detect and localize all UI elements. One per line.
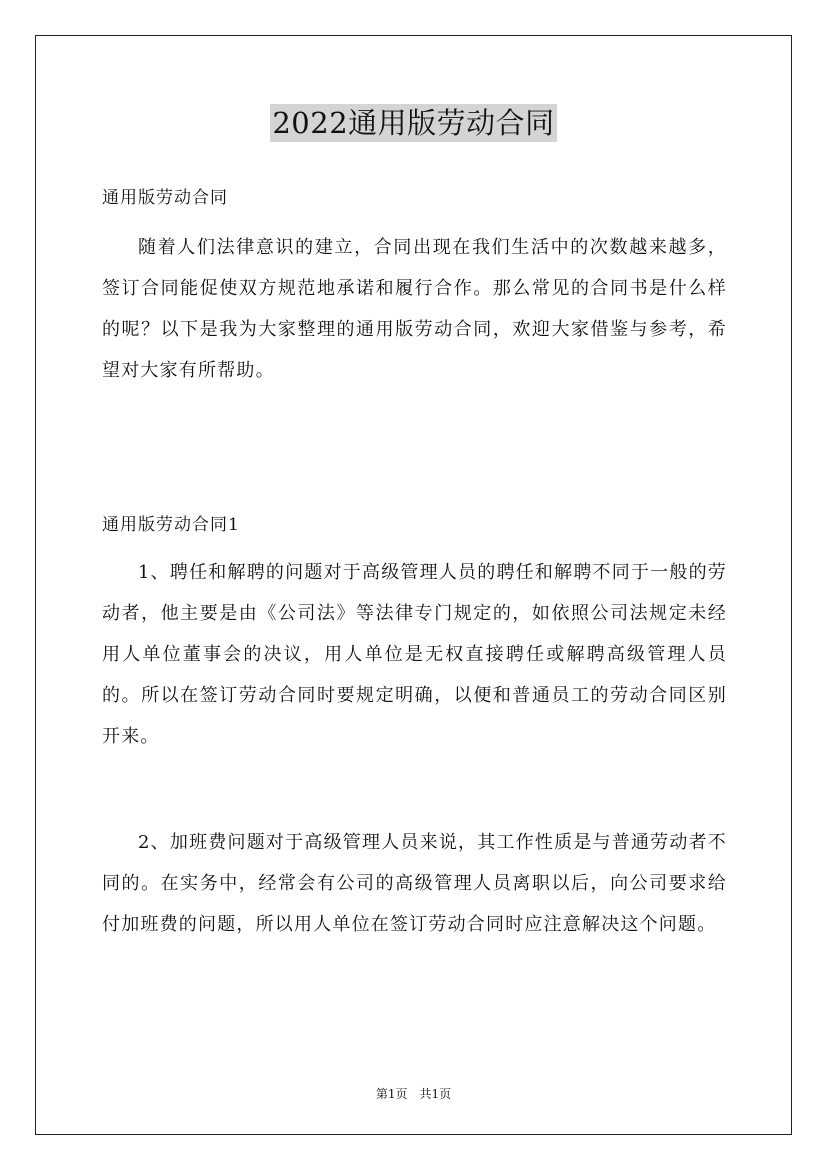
document-title-container <box>0 104 827 142</box>
intro-paragraph: 随着人们法律意识的建立，合同出现在我们生活中的次数越来越多，签订合同能促使双方规范地承诺和履行合作。那么常见的合同书是什么样的呢？以下是我为大家整理的通用版劳动合同，欢迎大家借鉴与参考，希望对大家有所帮助。 <box>102 237 727 381</box>
clause-2-paragraph: 2、加班费问题对于高级管理人员来说，其工作性质是与普通劳动者不同的。在实务中，经常会有公司的高级管理人员离职以后，向公司要求给付加班费的问题，所以用人单位在签订劳动合同时应注意解决这个问题。 <box>102 832 727 935</box>
section-heading-contract-1: 通用版劳动合同1 <box>102 515 240 535</box>
section-heading-intro: 通用版劳动合同 <box>102 188 228 208</box>
document-title: 2022通用版劳动合同 <box>272 106 555 140</box>
page-number-footer: 第1页 共1页 <box>375 1087 452 1101</box>
clause-1-paragraph: 1、聘任和解聘的问题对于高级管理人员的聘任和解聘不同于一般的劳动者，他主要是由《公司法》等法律专门规定的，如依照公司法规定未经用人单位董事会的决议，用人单位是无权直接聘任或解聘高级管理人员的。所以在签订劳动合同时要规定明确，以便和普通员工的劳动合同区别开来。 <box>102 562 727 747</box>
